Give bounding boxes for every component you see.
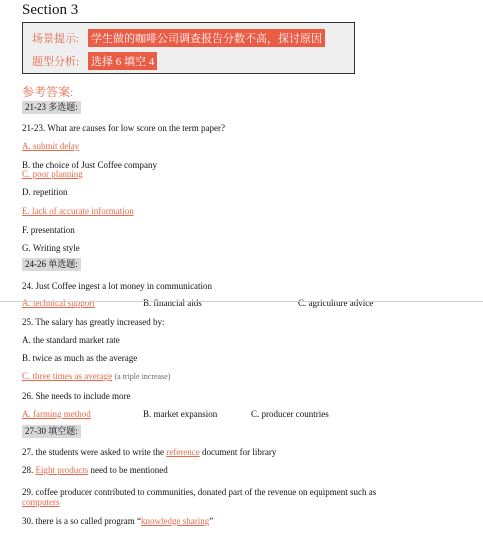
q25-option-c-note: (a triple increase) [114, 372, 171, 381]
question-21-23: 21-23. What are causes for low score on the term paper? [22, 123, 226, 133]
reference-answer-label: 参考答案: [22, 85, 74, 99]
scene-box [22, 22, 355, 74]
question-type-value: 选择 6 填空 4 [88, 52, 157, 70]
q25-option-c-answer: C. three times as average [22, 371, 113, 381]
question-28 [22, 465, 168, 476]
q27-answer: reference [166, 447, 200, 457]
question-type-row [32, 52, 157, 70]
option-c-answer: C. poor planning [22, 169, 83, 179]
q28-text-pre: 28. [22, 465, 36, 475]
q24-option-c: C. agriculture advice [298, 298, 374, 308]
option-f: F. presentation [22, 225, 75, 235]
q29-answer: computers [22, 497, 60, 507]
q28-answer: Eight products [35, 465, 89, 475]
q30-text-post: ” [209, 516, 214, 526]
option-a-answer: A. submit delay [22, 141, 80, 151]
q26-option-b: B. market expansion [143, 409, 218, 419]
scene-hint-label: 场景提示: [32, 33, 80, 45]
q24-option-a-answer: A. technical support [22, 298, 95, 308]
option-d: D. repetition [22, 187, 68, 197]
scene-hint-row [32, 29, 325, 47]
group-band-27-30: 27-30 填空题: [22, 425, 81, 438]
question-30 [22, 516, 213, 527]
q25-option-a: A. the standard market rate [22, 335, 120, 345]
question-24: 24. Just Coffee ingest a lot money in communication [22, 281, 213, 291]
q25-option-b: B. twice as much as the average [22, 353, 138, 363]
divider [0, 301, 483, 302]
q27-text-post: document for library [199, 447, 277, 457]
question-26: 26. She needs to include more [22, 391, 131, 401]
question-25: 25. The salary has greatly increased by: [22, 317, 165, 327]
group-band-24-26: 24-26 单选题: [22, 258, 81, 271]
option-b: B. the choice of Just Coffee company [22, 160, 158, 170]
question-29: 29. coffee producer contributed to communities, donated part of the revenue on equipment such as [22, 487, 377, 497]
q28-text-post: need to be mentioned [88, 465, 168, 475]
q24-option-b: B. financial aids [143, 298, 202, 308]
q26-option-c: C. producer countries [251, 409, 329, 419]
q30-text-pre: 30. there is a so called program “ [22, 516, 141, 526]
scene-hint-value: 学生做的咖啡公司调查报告分数不高，探讨原因 [88, 29, 325, 47]
option-e-answer: E. lack of accurate information [22, 206, 134, 216]
option-g: G. Writing style [22, 243, 80, 253]
q26-option-a-answer: A. farming method [22, 409, 91, 419]
question-27 [22, 447, 276, 458]
group-band-21-23: 21-23 多选题: [22, 101, 81, 114]
question-type-label: 题型分析: [32, 56, 80, 68]
q25-option-c-row [22, 371, 170, 382]
q30-answer: knowledge sharing [140, 516, 210, 526]
section-title: Section 3 [22, 2, 79, 18]
q27-text-pre: 27. the students were asked to write the [22, 447, 167, 457]
